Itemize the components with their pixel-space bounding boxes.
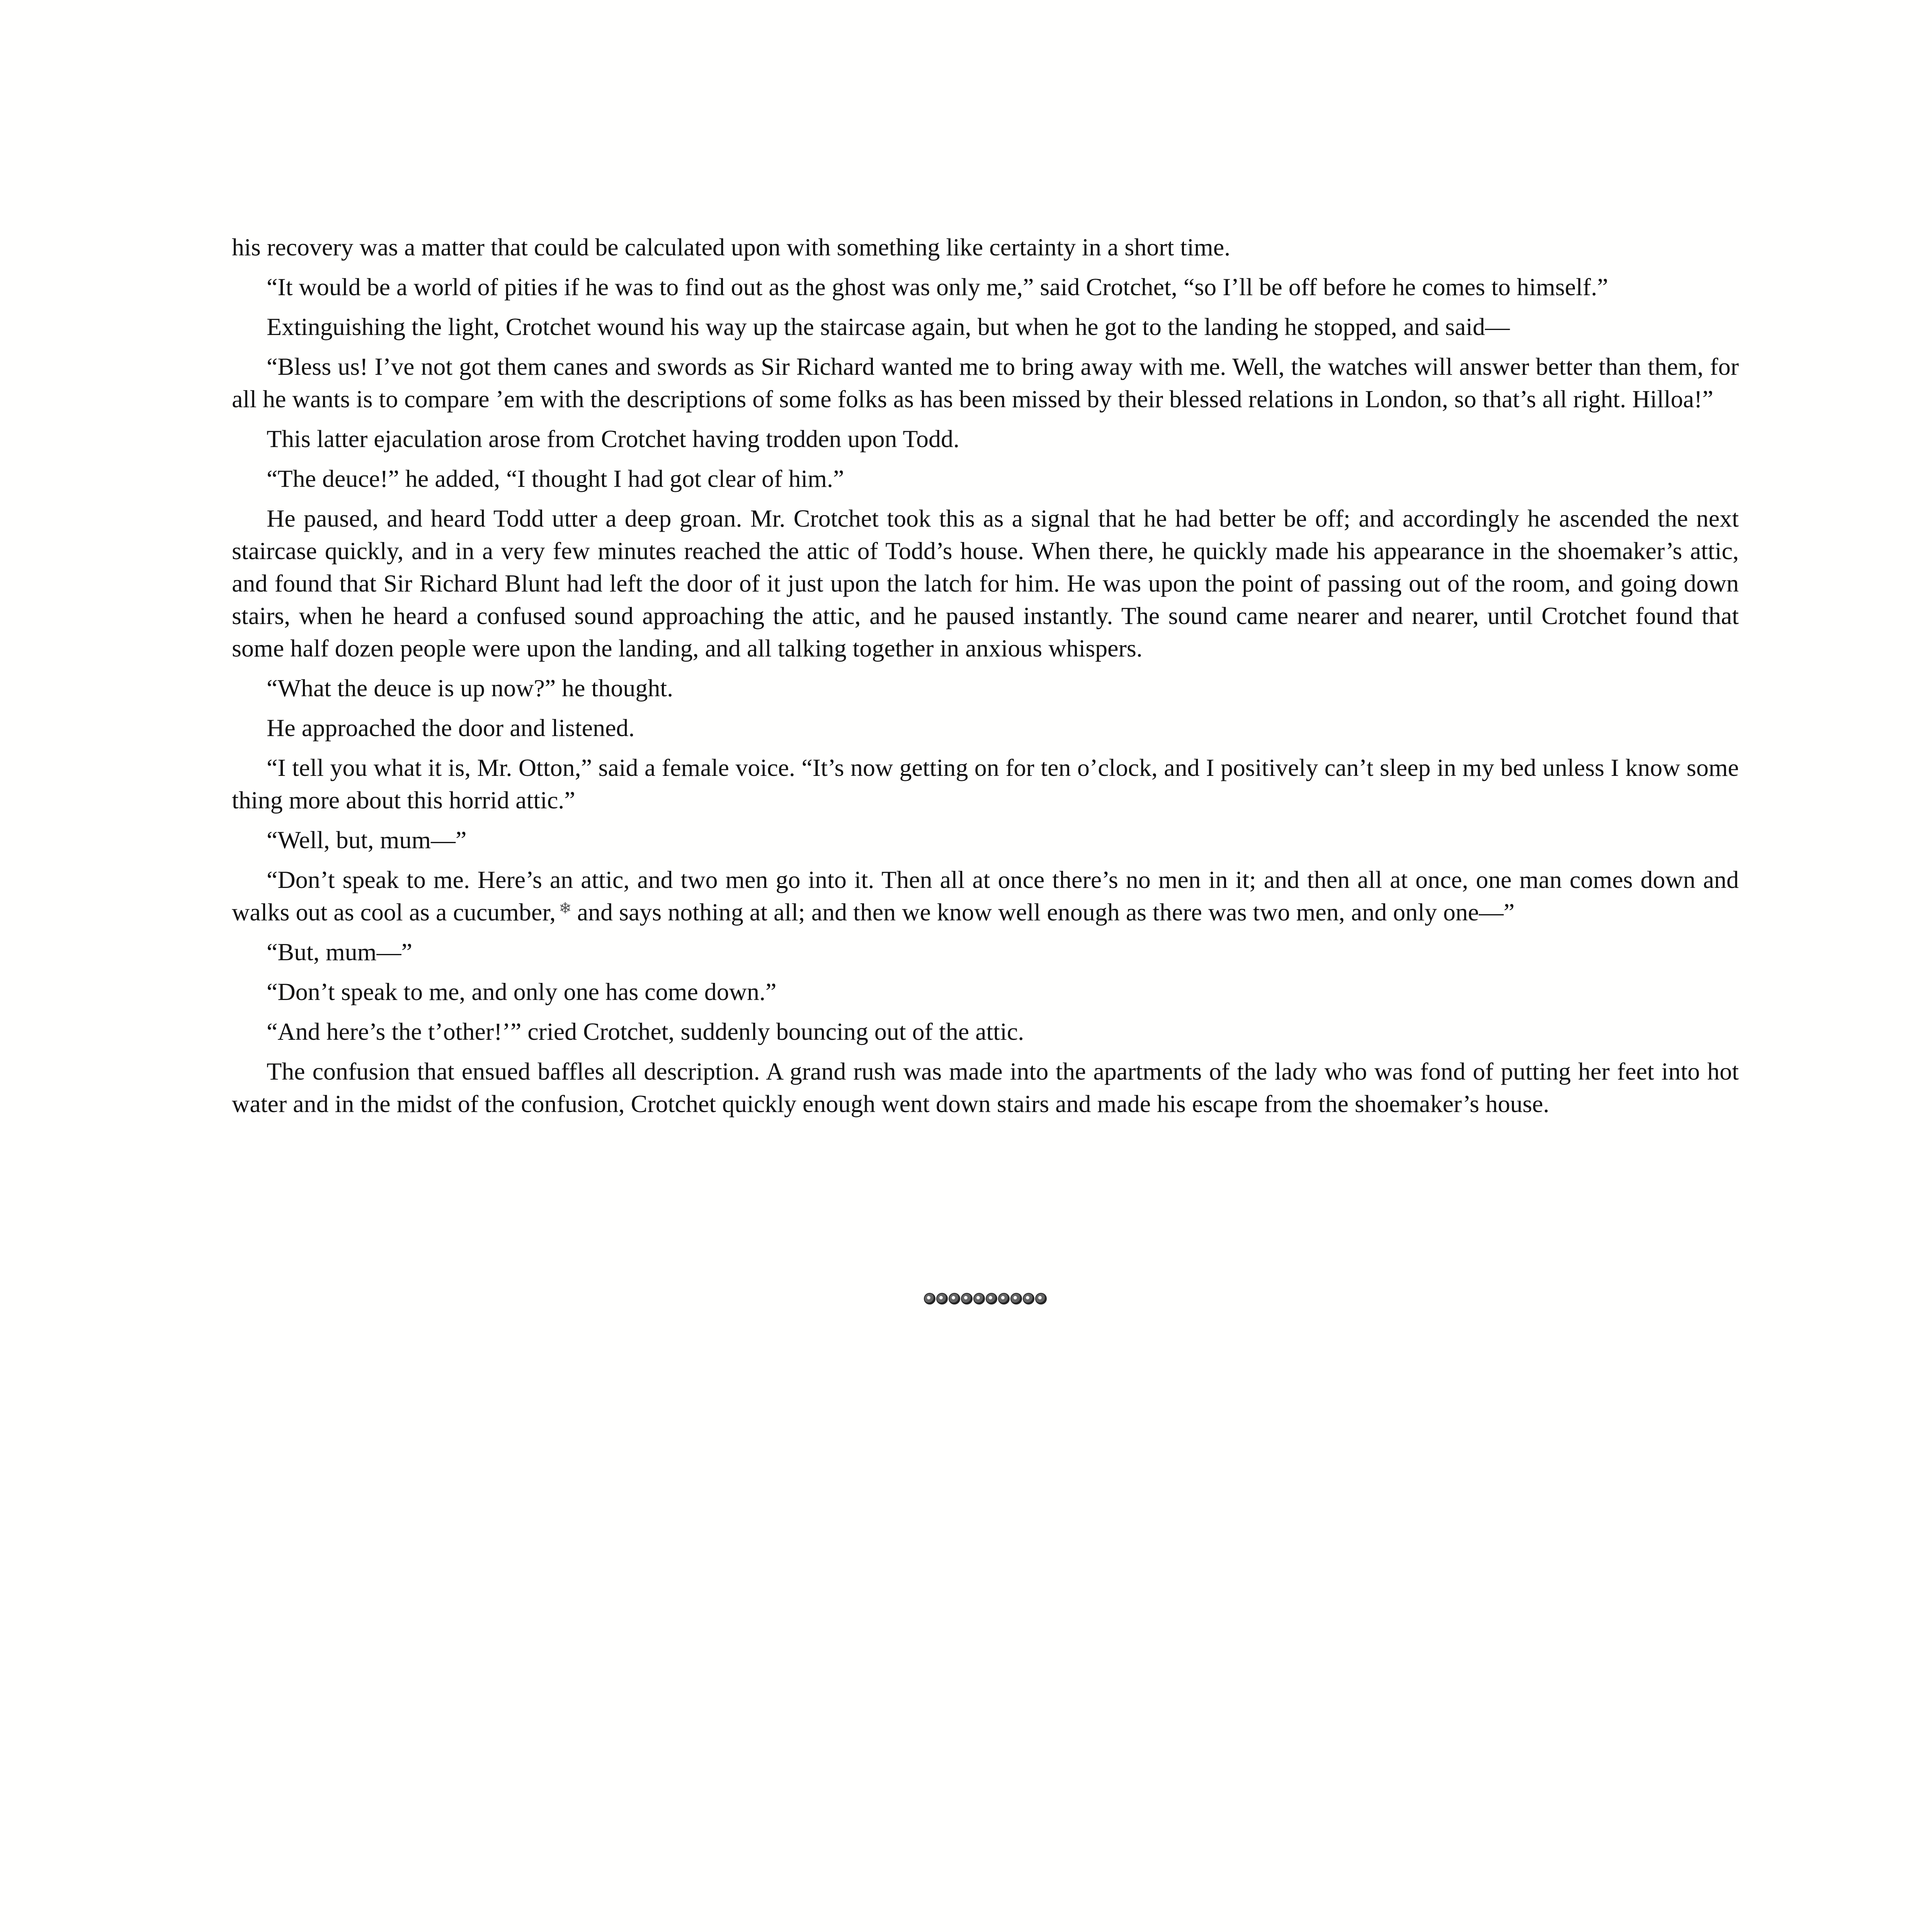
paragraph-13: “But, mum—”	[267, 938, 412, 966]
ornament-dot-icon	[998, 1293, 1010, 1304]
paragraph-5: This latter ejaculation arose from Crotchet having trodden upon Todd.	[267, 425, 959, 452]
paragraph-15: “And here’s the t’other!’” cried Crotchet, suddenly bouncing out of the attic.	[267, 1018, 1024, 1045]
ornament-dot-icon	[961, 1293, 973, 1304]
paragraph-12-part-2: and says nothing at all; and then we know well enough as there was two men, and only one—”	[577, 898, 1515, 926]
paragraph-10: “I tell you what it is, Mr. Otton,” said a female voice. “It’s now getting on for ten o’clock, and I positively can’t sleep in my bed unless I know some thing more about this horrid attic.”	[232, 754, 1739, 814]
ornament-dot-icon	[936, 1293, 948, 1304]
paragraph-2: “It would be a world of pities if he was to find out as the ghost was only me,” said Crotchet, “so I’ll be off before he comes to himself.”	[267, 273, 1608, 301]
paragraph-16: The confusion that ensued baffles all description. A grand rush was made into the apartments of the lady who was fond of putting her feet into hot water and in the midst of the confusion, Crotchet quickly enough went down stairs and made his escape from the shoemaker’s house.	[232, 1058, 1739, 1117]
paragraph-7: He paused, and heard Todd utter a deep groan. Mr. Crotchet took this as a signal that he had better be off; and accordingly he ascended the next staircase quickly, and in a very few minutes reached the attic of Todd’s house. When there, he quickly made his appearance in the shoemaker’s attic, and found that Sir Richard Blunt had left the door of it just upon the latch for him. He was upon the point of passing out of the room, and going down stairs, when he heard a confused sound approaching the attic, and he paused instantly. The sound came nearer and nearer, until Crotchet found that some half dozen people were upon the landing, and all talking together in anxious whispers.	[232, 505, 1739, 662]
footnote-marker-icon[interactable]: ❄	[559, 900, 572, 917]
paragraph-11: “Well, but, mum—”	[267, 826, 467, 854]
ornament-dot-icon	[986, 1293, 997, 1304]
paragraph-12	[232, 864, 1739, 929]
paragraph-3: Extinguishing the light, Crotchet wound his way up the staircase again, but when he got to the landing he stopped, and said—	[267, 313, 1510, 340]
paragraph-9: He approached the door and listened.	[267, 714, 635, 742]
ornament-dot-icon	[1023, 1293, 1034, 1304]
paragraph-4: “Bless us! I’ve not got them canes and swords as Sir Richard wanted me to bring away with me. Well, the watches will answer better than them, for all he wants is to compare ’em with the descriptions of some folks as has been missed by their blessed relations in London, so that’s all right. Hilloa!”	[232, 353, 1739, 413]
section-break-ornament-icon	[916, 1289, 1055, 1308]
paragraph-14: “Don’t speak to me, and only one has come down.”	[267, 978, 777, 1005]
ornament-dot-icon	[973, 1293, 985, 1304]
paragraph-6: “The deuce!” he added, “I thought I had got clear of him.”	[267, 465, 844, 492]
paragraph-1: his recovery was a matter that could be calculated upon with something like certainty in a short time.	[232, 233, 1231, 261]
ornament-dot-icon	[1010, 1293, 1022, 1304]
ornament-dot-icon	[924, 1293, 935, 1304]
ornament-dot-icon	[949, 1293, 960, 1304]
paragraph-12-part-1: “Don’t speak to me. Here’s an attic, and two men go into it. Then all at once there’s no men in it; and then all at once, one man comes down and walks out as cool as a cucumber,	[232, 866, 1739, 926]
paragraph-8: “What the deuce is up now?” he thought.	[267, 674, 673, 702]
ornament-dot-icon	[1035, 1293, 1047, 1304]
body-text	[232, 231, 1739, 1128]
